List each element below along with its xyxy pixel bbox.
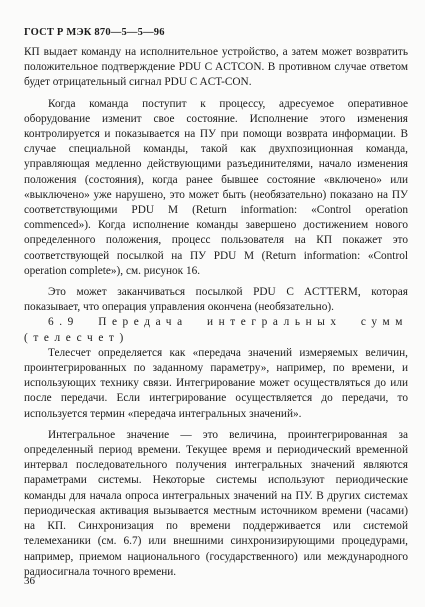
paragraph-telecount-definition: Телесчет определяется как «передача значений измеряемых величин, проинтегрированных по заданному параметру», например, по времени, и использующих технику связи. Интегрирование может осуществляться до или после передачи. Если интегрирование осуществляется до передачи, то используется термин «передача интегральных значений».	[24, 346, 408, 420]
section-heading-6-9: 6.9 Передача интегральных сумм (телесчет)	[24, 316, 408, 344]
page-header: ГОСТ Р МЭК 870—5—5—96	[24, 27, 165, 38]
paragraph-kp-command: КП выдает команду на исполнительное устройство, а затем может возвратить положительное подтверждение PDU C ACTCON. В противном случае ответом будет отрицательный сигнал PDU C ACT-CON.	[24, 46, 408, 89]
paragraph-actterm: Это может заканчиваться посылкой PDU C ACTTERM, которая показывает, что операция управления окончена (необязательно).	[24, 286, 408, 314]
document-body	[24, 45, 408, 580]
page-number: 36	[24, 575, 35, 587]
paragraph-integral-value: Интегральное значение — это величина, проинтегрированная за определенный период времени. Текущее время и периодический временной интервал последовательного получения интегральных значений являются параметрами системы. Некоторые системы используют периодические команды для начала опроса интегральных значений на ПУ. В других системах периодическая активация вызывается местным источником времени (часами) на КП. Синхронизация по времени поддерживается или системой телемеханики (см. 6.7) или внешними синхронизирующими процедурами, например, приемом национального (государственного) или международного радиосигнала точного времени.	[24, 428, 408, 578]
paragraph-command-process: Когда команда поступит к процессу, адресуемое оперативное оборудование изменит свое состояние. Исполнение этого изменения контролируется и показывается на ПУ при помощи возврата информации. В случае специальной команды, такой как двухпозиционная команда, управляющая медленно действующими разъединителями, начало изменения положения (состояния), когда ранее бывшее состояние «включено» или «выключено» уже нарушено, это может быть (необязательно) показано на ПУ соответствующими PDU M (Return information: «Control operation commenced»). Когда исполнение команды завершено достижением нового определенного положения, процесс пользователя на КП покажет это соответствующей посылкой на ПУ PDU M (Return information: «Control operation complete»), см. рисунок 16.	[24, 97, 408, 277]
